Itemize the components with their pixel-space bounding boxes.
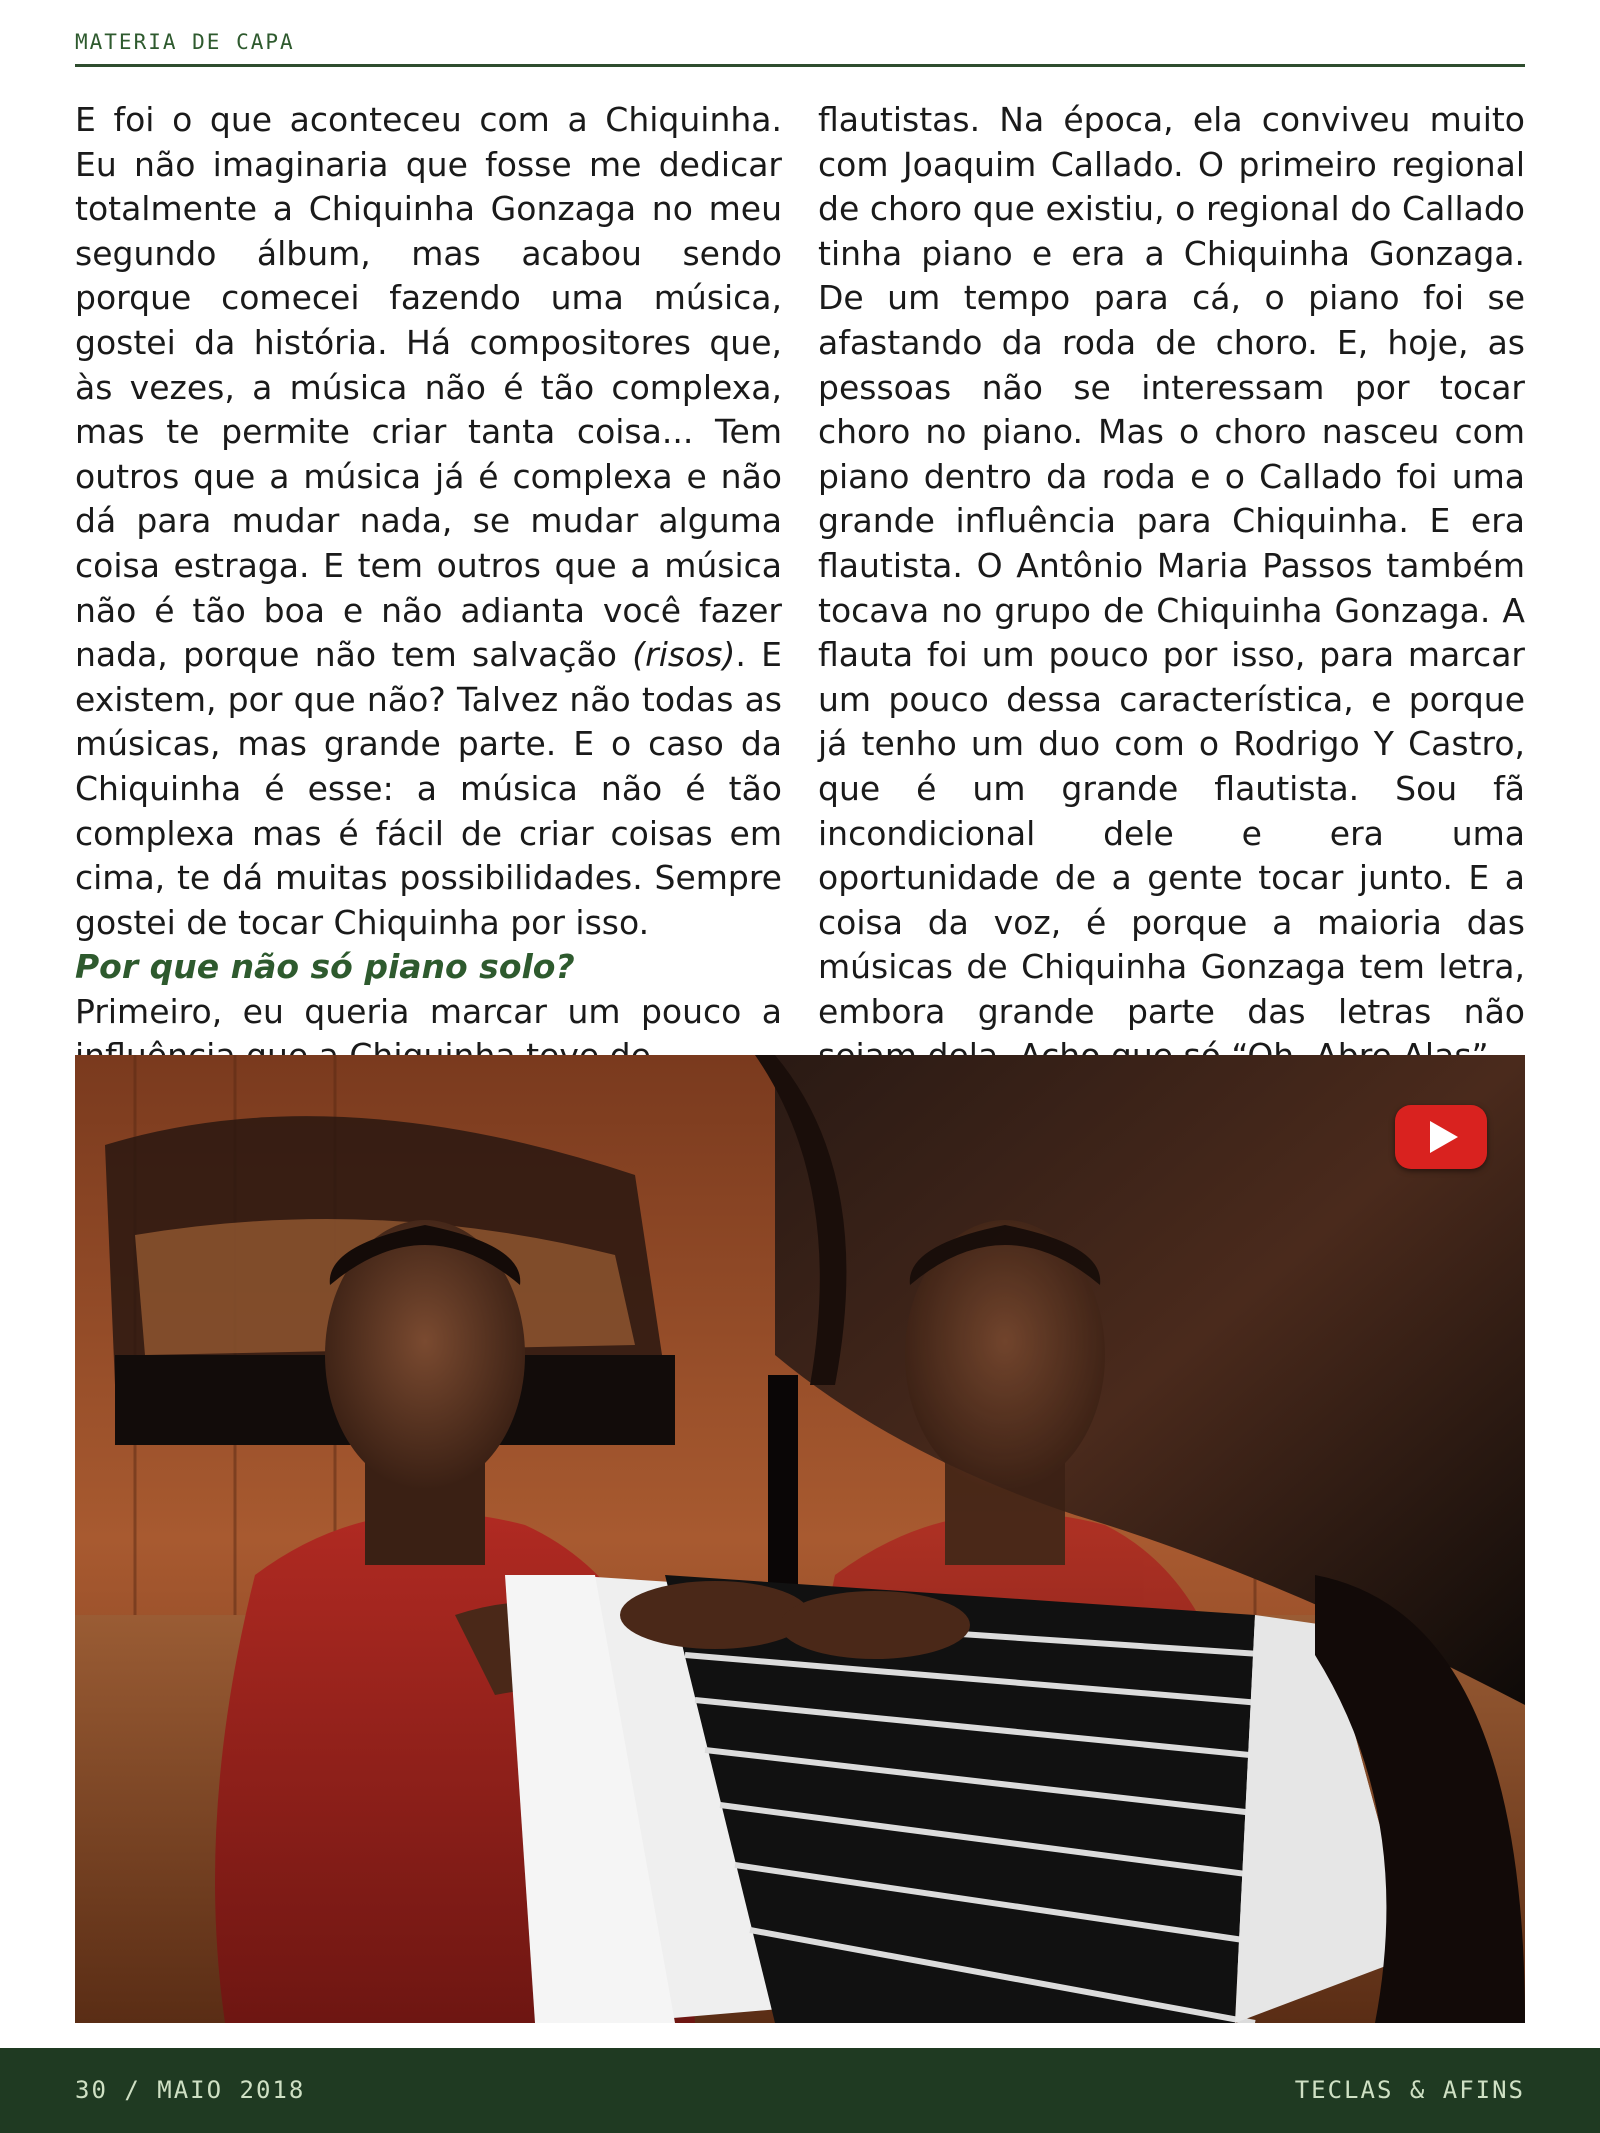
pianist-photo <box>75 1055 1525 2023</box>
article-paragraph: flautistas. Na época, ela conviveu muito com Joaquim Callado. O primeiro regional de choro que existiu, o regional do Callado tinha piano e era a Chiquinha Gonzaga. De um tempo para cá, o piano foi se afastando da roda de choro. E, hoje, as pessoas não se interessam por tocar choro no piano. Mas o choro nasceu com piano dentro da roda e o Callado foi uma grande influência para Chiquinha. E era flautista. O Antônio Maria Passos também tocava no grupo de Chiquinha Gonzaga. A flauta foi um pouco por isso, para marcar um pouco dessa característica, e porque já tenho um duo com o Rodrigo Y Castro, que é um grande flautista. Sou fã incondicional dele e era uma oportunidade de a gente tocar junto. E a coisa da voz, é porque a maioria das músicas de Chiquinha Gonzaga tem letra, embora grande parte das letras não <box>818 100 1525 1031</box>
paragraph-emphasis: (risos) <box>632 635 736 675</box>
footer-page-info: 30 / MAIO 2018 <box>75 2076 306 2104</box>
footer-magazine-name: TECLAS & AFINS <box>1294 2076 1525 2104</box>
play-icon <box>1430 1121 1458 1153</box>
article-column-right <box>818 98 1525 1079</box>
page-footer <box>0 2048 1600 2133</box>
paragraph-text-end: . E existem, por que não? Talvez não todas as músicas, mas grande parte. E o caso da Chiquinha é esse: a música não é tão complexa mas é fácil de criar coisas em cima, te dá muitas possibilidades. Sempre gostei de tocar Chiquinha por isso. <box>75 635 782 942</box>
paragraph-text: E foi o que aconteceu com a Chiquinha. Eu não imaginaria que fosse me dedicar totalmente a Chiquinha Gonzaga no meu segundo álbum, mas acabou sendo porque comecei fazendo uma música, gostei da história. Há compositores que, às vezes, a música não é tão complexa, mas te permite criar tanta coisa... Tem outros que a música já é complexa e não dá para mudar nada, se mudar alguma coisa estraga. E tem outros que a música não é tão boa e não adianta você fazer nada, porque não tem salvação <box>75 100 782 675</box>
interview-question: Por que não só piano solo? <box>75 947 575 987</box>
section-label: MATERIA DE CAPA <box>75 30 295 54</box>
article-paragraph: Primeiro, eu queria marcar um pouco a <box>75 991 782 1031</box>
youtube-play-button[interactable] <box>1395 1105 1487 1169</box>
article-paragraph <box>75 98 782 945</box>
article-column-left <box>75 98 782 1079</box>
photo-illustration <box>75 1055 1525 2023</box>
piano-keyboard <box>505 1575 1415 2023</box>
header-divider <box>75 64 1525 67</box>
